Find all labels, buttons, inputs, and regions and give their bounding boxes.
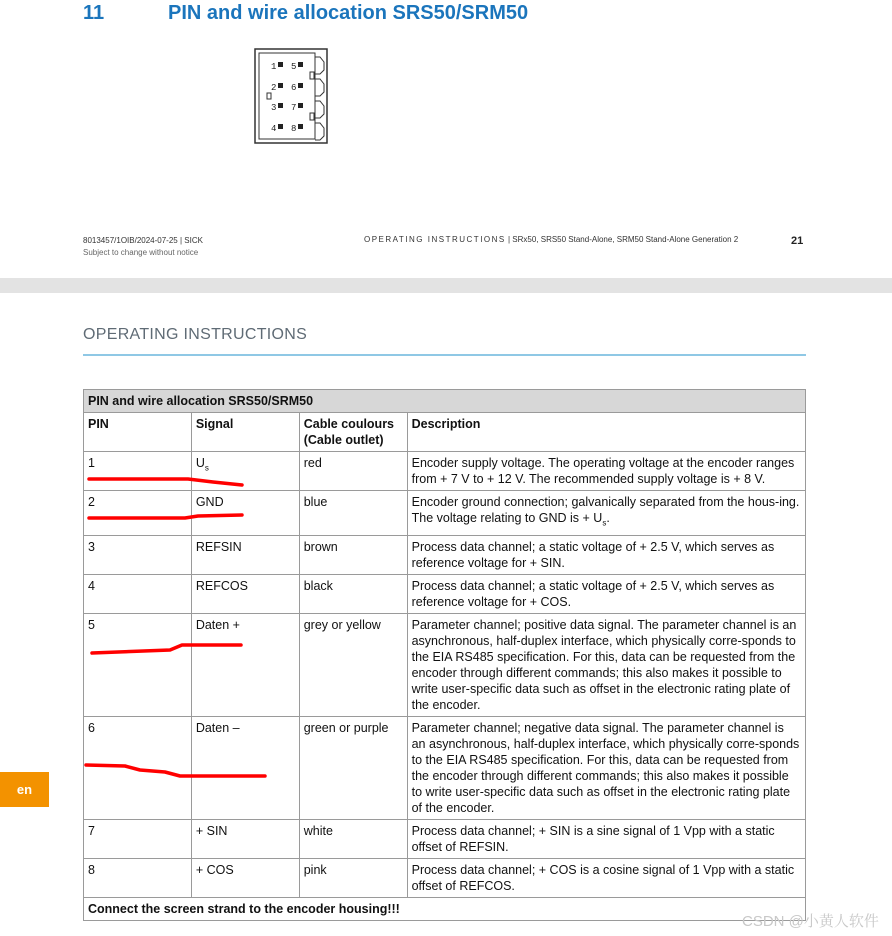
pin-cell: 8	[84, 858, 192, 897]
signal-cell	[191, 452, 299, 491]
colour-cell: grey or yellow	[299, 613, 407, 716]
connector-diagram	[254, 48, 330, 144]
table-row	[84, 716, 806, 819]
pin-label: 4	[271, 124, 277, 134]
pin-label: 7	[291, 103, 297, 113]
colour-cell: brown	[299, 535, 407, 574]
pin-allocation-table	[83, 389, 806, 921]
language-tab[interactable]: en	[0, 772, 49, 807]
description-cell: Process data channel; a static voltage of + 2.5 V, which serves as reference voltage for + COS.	[407, 574, 805, 613]
header-signal: Signal	[191, 413, 299, 452]
signal-subscript: s	[204, 463, 209, 473]
description-cell	[407, 491, 805, 536]
colour-cell: pink	[299, 858, 407, 897]
subject-note: Subject to change without notice	[83, 248, 199, 257]
pin-label: 5	[291, 62, 297, 72]
header-cable-line2: (Cable outlet)	[303, 433, 384, 447]
description-cell: Parameter channel; positive data signal. The parameter channel is an asynchronous, half-duplex interface, which physically corre-sponds to the EIA RS485 specification. For this, data can be requested from the encoder through different commands; this also makes it possible to write user-specific data such as offset in the electronic rating plate of the encoder.	[407, 613, 805, 716]
chapter-title: PIN and wire allocation SRS50/SRM50	[168, 2, 529, 24]
description-subscript: s	[602, 518, 607, 528]
section-header: OPERATING INSTRUCTIONS	[83, 326, 308, 343]
signal-cell: GND	[191, 491, 299, 536]
pin-label: 8	[291, 124, 297, 134]
colour-cell: green or purple	[299, 716, 407, 819]
signal-cell: REFCOS	[191, 574, 299, 613]
description-cell: Parameter channel; negative data signal. The parameter channel is an asynchronous, half-duplex interface, which physically corre-sponds to the EIA RS485 specification. For this, data can be requested from the encoder through different commands; this also makes it possible to write user-specific data such as offset in the electronic rating plate of the encoder.	[407, 716, 805, 819]
signal-cell: Daten –	[191, 716, 299, 819]
colour-cell: red	[299, 452, 407, 491]
footer-caption	[364, 235, 738, 244]
page-separator	[0, 278, 892, 293]
signal-text: U	[195, 456, 205, 470]
table-row	[84, 535, 806, 574]
watermark: CSDN @小黄人软件	[742, 913, 879, 930]
footer-caption-caps: OPERATING INSTRUCTIONS	[364, 235, 506, 244]
colour-cell: black	[299, 574, 407, 613]
signal-cell: Daten +	[191, 613, 299, 716]
pin-cell: 7	[84, 819, 192, 858]
table-caption-row	[84, 390, 806, 413]
chapter-number: 11	[83, 2, 105, 24]
colour-cell: blue	[299, 491, 407, 536]
table-footer-row	[84, 897, 806, 920]
doc-id: 8013457/1OIB/2024-07-25 | SICK	[83, 236, 203, 245]
table-row	[84, 574, 806, 613]
table-footer-note: Connect the screen strand to the encoder housing!!!	[84, 897, 806, 920]
page-number: 21	[791, 235, 804, 247]
description-cell: Encoder supply voltage. The operating voltage at the encoder ranges from + 7 V to + 12 V. The recommended supply voltage is + 8 V.	[407, 452, 805, 491]
footer-doc-info	[83, 235, 203, 259]
header-cable-line1: Cable coulours	[303, 417, 395, 431]
pin-cell: 5	[84, 613, 192, 716]
table-row	[84, 819, 806, 858]
description-end: .	[606, 511, 610, 525]
pin-label: 6	[291, 83, 297, 93]
signal-cell: REFSIN	[191, 535, 299, 574]
pin-cell: 1	[84, 452, 192, 491]
table-row	[84, 452, 806, 491]
table-row	[84, 613, 806, 716]
header-cable	[299, 413, 407, 452]
pin-label: 3	[271, 103, 277, 113]
footer-caption-rest: | SRx50, SRS50 Stand-Alone, SRM50 Stand-Alone Generation 2	[505, 235, 739, 244]
table-row	[84, 858, 806, 897]
pin-cell: 3	[84, 535, 192, 574]
table-caption: PIN and wire allocation SRS50/SRM50	[84, 390, 806, 413]
signal-cell: + COS	[191, 858, 299, 897]
pin-label: 1	[271, 62, 277, 72]
colour-cell: white	[299, 819, 407, 858]
section-rule	[83, 354, 806, 356]
description-cell: Process data channel; + COS is a cosine signal of 1 Vpp with a static offset of REFCOS.	[407, 858, 805, 897]
signal-cell: + SIN	[191, 819, 299, 858]
table-header-row	[84, 413, 806, 452]
header-description: Description	[407, 413, 805, 452]
table-row	[84, 491, 806, 536]
pin-cell: 2	[84, 491, 192, 536]
description-cell: Process data channel; + SIN is a sine signal of 1 Vpp with a static offset of REFSIN.	[407, 819, 805, 858]
description-cell: Process data channel; a static voltage of + 2.5 V, which serves as reference voltage for + SIN.	[407, 535, 805, 574]
description-text: Encoder ground connection; galvanically separated from the hous-ing. The voltage relating to GND is + U	[411, 495, 800, 525]
pin-label: 2	[271, 83, 277, 93]
pin-cell: 6	[84, 716, 192, 819]
pin-cell: 4	[84, 574, 192, 613]
header-pin: PIN	[84, 413, 192, 452]
